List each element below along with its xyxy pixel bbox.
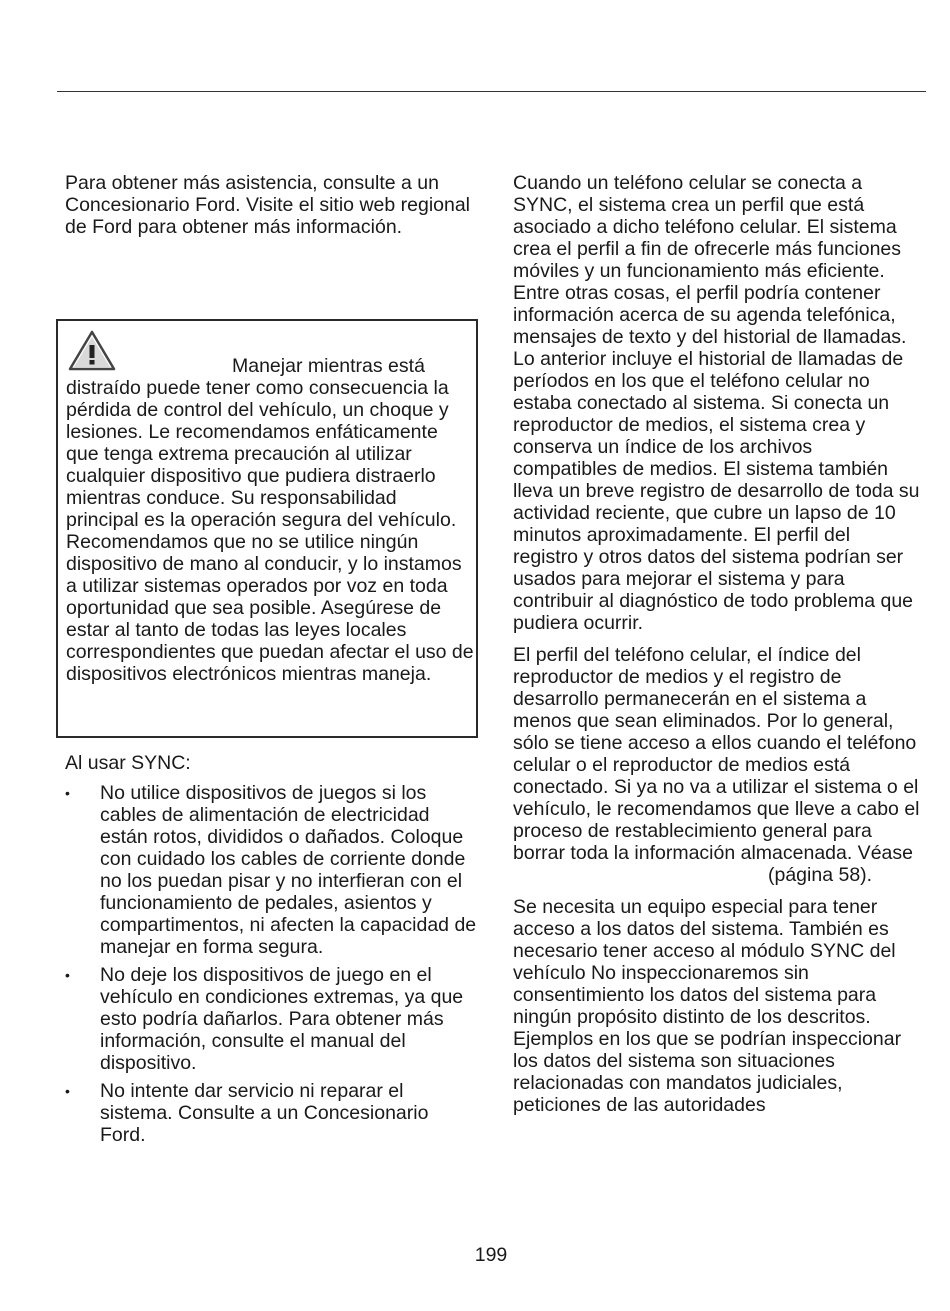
data-access-paragraph: Se necesita un equipo especial para tener acceso a los datos del sistema. También es necesario tener acceso al módulo SYNC del vehículo No inspeccionaremos sin consentimiento los datos del sistema para ningún propósito distinto de los descritos. Ejemplos en los que se podrían inspeccionar los datos del sistema son situaciones relacionadas con mandatos judiciales, peticiones de las autoridades [513, 896, 902, 1116]
bullet-text: No utilice dispositivos de juegos si los cables de alimentación de electricidad están rotos, divididos o dañados. Coloque con cuidado los cables de corriente donde no los puedan pisar y no interfieran con el funcionamiento de pedales, asientos y compartimentos, ni afecten la capacidad de manejar en forma segura. [100, 782, 477, 958]
retention-paragraph: El perfil del teléfono celular, el índice del reproductor de medios y el registro de desarrollo permanecerán en el sistema a menos que sean eliminados. Por lo general, sólo se tiene acceso a ellos cuando el teléfono celular o el reproductor de medios está conectado. Si ya no va a utilizar el sistema o el vehículo, le recomendamos que lleve a cabo el proceso de restablecimiento general para borrar toda la información almacenada. Véase [513, 644, 920, 864]
warning-text [66, 355, 474, 685]
bullet-symbol: • [65, 785, 70, 801]
header-rule [57, 91, 926, 92]
warning-message: Manejar mientras está distraído puede tener como consecuencia la pérdida de control del vehículo, un choque y lesiones. Le recomendamos enfáticamente que tenga extrema precaución al utilizar cualquier dispositivo que pudiera distraerlo mientras conduce. Su responsabilidad principal es la operación segura del vehículo. Recomendamos que no se utilice ningún dispositivo de mano al conducir, y lo instamos a utilizar sistemas operados por voz en toda oportunidad que sea posible. Asegúrese de estar al tanto de todas las leyes locales correspondientes que puedan afectar el uso de dispositivos electrónicos mientras maneja. [66, 355, 474, 685]
bullet-text: No deje los dispositivos de juego en el vehículo en condiciones extremas, ya que esto podría dañarlos. Para obtener más información, consulte el manual del dispositivo. [100, 964, 464, 1074]
intro-paragraph: Para obtener más asistencia, consulte a un Concesionario Ford. Visite el sitio web regional de Ford para obtener más información. [65, 172, 471, 238]
right-column [513, 172, 920, 1116]
profile-paragraph: Cuando un teléfono celular se conecta a SYNC, el sistema crea un perfil que está asociado a dicho teléfono celular. El sistema crea el perfil a fin de ofrecerle más funciones móviles y un funcionamiento más eficiente. Entre otras cosas, el perfil podría contener información acerca de su agenda telefónica, mensajes de texto y del historial de llamadas. Lo anterior incluye el historial de llamadas de períodos en los que el teléfono celular no estaba conectado al sistema. Si conecta un reproductor de medios, el sistema crea y conserva un índice de los archivos compatibles de medios. El sistema también lleva un breve registro de desarrollo de toda su actividad reciente, que cubre un lapso de 10 minutos aproximadamente. El perfil del registro y otros datos del sistema podrían ser usados para mejorar el sistema y para contribuir al diagnóstico de todo problema que pudiera ocurrir. [513, 172, 920, 634]
warning-box [56, 319, 478, 738]
bullet-symbol: • [65, 967, 70, 983]
page-number: 199 [474, 1244, 508, 1266]
page-reference-link[interactable]: (página 58). [768, 864, 873, 886]
sync-bullet-list [65, 782, 477, 1146]
bullet-symbol: • [65, 1083, 70, 1099]
list-item [65, 1080, 477, 1146]
sync-heading: Al usar SYNC: [65, 752, 191, 774]
list-item [65, 964, 477, 1074]
bullet-text: No intente dar servicio ni reparar el sistema. Consulte a un Concesionario Ford. [100, 1080, 429, 1146]
sync-section [65, 752, 477, 1152]
list-item [65, 782, 477, 958]
left-column [65, 172, 477, 238]
